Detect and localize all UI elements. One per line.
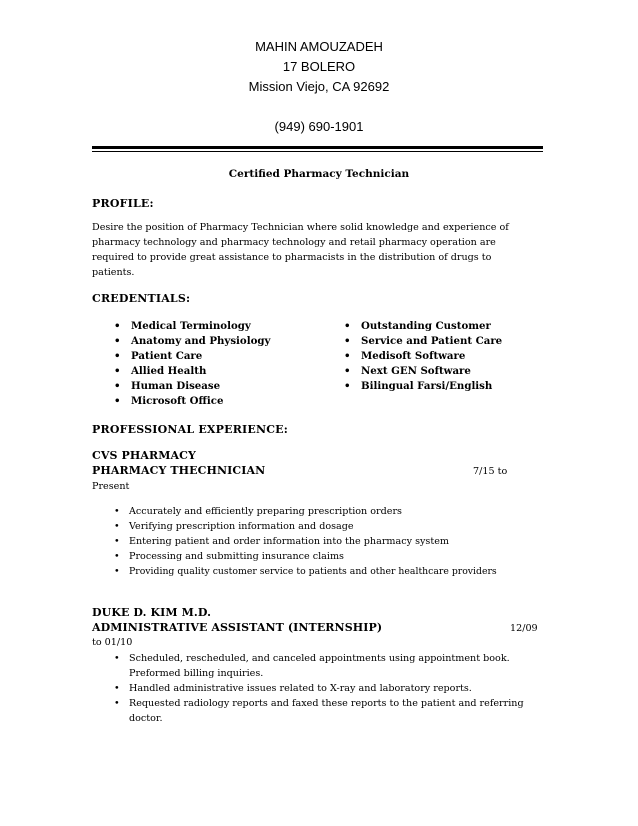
profile-line: Desire the position of Pharmacy Technician where solid knowledge and experience of (92, 222, 509, 233)
duty-text: Verifying prescription information and dosage (129, 521, 354, 532)
profile-line: pharmacy technology and pharmacy technology and retail pharmacy operation are (92, 237, 496, 248)
credentials-heading: CREDENTIALS: (92, 292, 191, 305)
header-divider (92, 146, 543, 149)
list-item (114, 504, 574, 519)
city-state-zip: Mission Viejo, CA 92692 (248, 79, 390, 94)
list-item (114, 534, 574, 549)
applicant-name: MAHIN AMOUZADEH (255, 39, 383, 54)
bullet-icon: • (344, 365, 351, 377)
credential-label: Microsoft Office (131, 395, 224, 407)
credential-label: Outstanding Customer (361, 320, 491, 332)
duty-text: Entering patient and order information into the pharmacy system (129, 536, 449, 547)
bullet-icon: • (114, 698, 120, 709)
credential-label: Allied Health (131, 365, 207, 377)
employer-name: CVS PHARMACY (92, 449, 196, 462)
profile-text (92, 220, 552, 280)
bullet-icon: • (114, 395, 121, 407)
employment-start-date: 12/09 (510, 623, 538, 634)
credential-label: Medical Terminology (131, 320, 251, 332)
duty-text: Handled administrative issues related to X-ray and laboratory reports. (129, 683, 472, 694)
duty-text: Requested radiology reports and faxed these reports to the patient and referring doctor. (129, 698, 524, 724)
bullet-icon: • (114, 365, 121, 377)
list-item (114, 696, 551, 726)
list-item (114, 519, 574, 534)
bullet-icon: • (114, 506, 120, 517)
bullet-icon: • (344, 320, 351, 332)
position-title: ADMINISTRATIVE ASSISTANT (INTERNSHIP) (92, 621, 383, 634)
bullet-icon: • (114, 335, 121, 347)
profile-line: patients. (92, 267, 135, 278)
duty-text: Accurately and efficiently preparing prescription orders (129, 506, 402, 517)
bullet-icon: • (114, 566, 120, 577)
bullet-icon: • (114, 683, 120, 694)
employment-end-date: Present (92, 481, 130, 492)
credential-label: Medisoft Software (361, 350, 466, 362)
credential-label: Bilingual Farsi/English (361, 380, 493, 392)
credential-label: Anatomy and Physiology (131, 335, 271, 347)
bullet-icon: • (114, 350, 121, 362)
street-address: 17 BOLERO (282, 59, 356, 74)
list-item (114, 564, 574, 579)
position-title: PHARMACY THECHNICIAN (92, 464, 266, 477)
bullet-icon: • (344, 380, 351, 392)
duties-list (114, 651, 551, 726)
duty-text: Processing and submitting insurance claims (129, 551, 344, 562)
bullet-icon: • (114, 521, 120, 532)
bullet-icon: • (114, 320, 121, 332)
employment-start-date: 7/15 to (473, 466, 508, 477)
bullet-icon: • (114, 380, 121, 392)
credential-label: Next GEN Software (361, 365, 471, 377)
duty-text: Providing quality customer service to patients and other healthcare providers (129, 566, 497, 577)
list-item (114, 651, 551, 681)
profile-heading: PROFILE: (92, 197, 154, 210)
list-item (114, 681, 551, 696)
bullet-icon: • (114, 536, 120, 547)
credential-label: Service and Patient Care (361, 335, 503, 347)
bullet-icon: • (344, 350, 351, 362)
bullet-icon: • (114, 551, 120, 562)
experience-heading: PROFESSIONAL EXPERIENCE: (92, 423, 289, 436)
list-item (114, 549, 574, 564)
phone-number: (949) 690-1901 (274, 119, 364, 134)
duty-text: Scheduled, rescheduled, and canceled appointments using appointment book. Preformed billing inquiries. (129, 653, 510, 679)
profile-line: required to provide great assistance to pharmacists in the distribution of drugs to (92, 252, 492, 263)
duties-list (114, 504, 574, 579)
credential-label: Patient Care (131, 350, 203, 362)
credential-label: Human Disease (131, 380, 221, 392)
employment-end-date: to 01/10 (92, 637, 133, 648)
bullet-icon: • (344, 335, 351, 347)
employer-name: DUKE D. KIM M.D. (92, 606, 212, 619)
header-divider-thin (92, 151, 543, 152)
bullet-icon: • (114, 653, 120, 664)
job-title: Certified Pharmacy Technician (228, 168, 410, 180)
